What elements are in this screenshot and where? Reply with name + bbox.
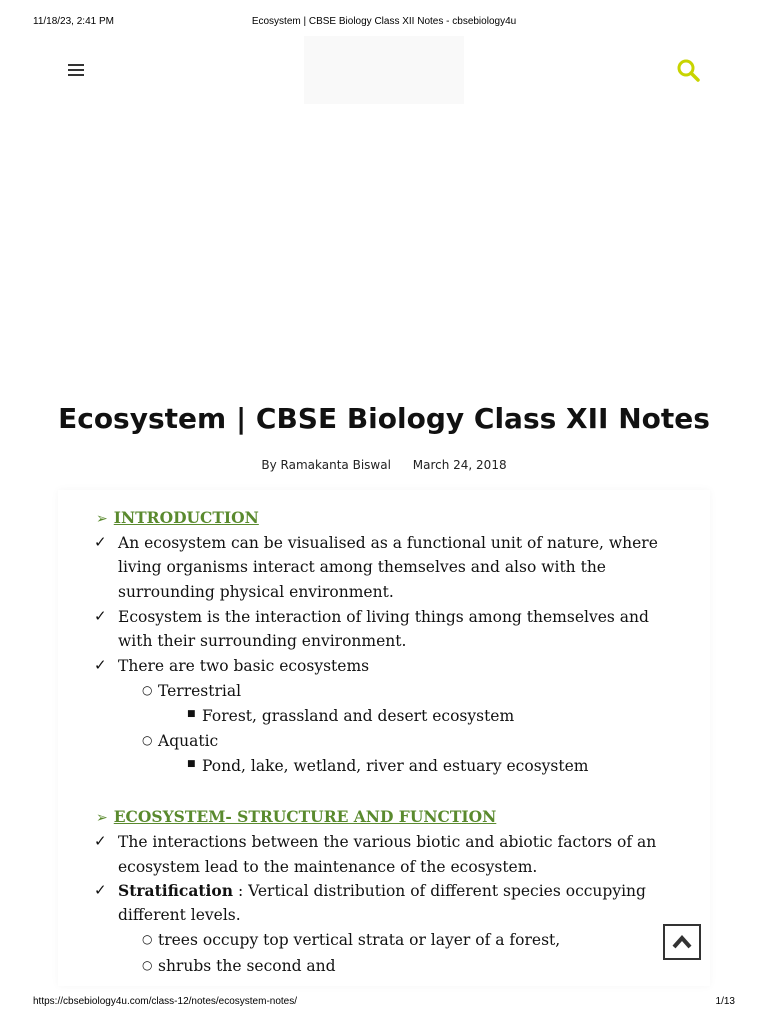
author-link[interactable]: By Ramakanta Biswal	[261, 458, 391, 472]
print-page-number: 1/13	[715, 996, 735, 1007]
section-heading-introduction: ➢ INTRODUCTION	[96, 508, 259, 527]
circle-bullet-icon: ○	[142, 683, 153, 697]
chevron-up-icon	[665, 926, 699, 958]
note-text: Forest, grassland and desert ecosystem	[202, 707, 515, 725]
note-text: with their surrounding environment.	[118, 632, 407, 650]
check-bullet-icon: ✓	[94, 656, 107, 674]
arrow-bullet-icon: ➢	[96, 511, 108, 527]
note-text: An ecosystem can be visualised as a functional unit of nature, where	[118, 534, 658, 552]
page-title: Ecosystem | CBSE Biology Class XII Notes	[58, 402, 710, 435]
note-text: ecosystem lead to the maintenance of the ecosystem.	[118, 858, 538, 876]
print-header	[0, 16, 768, 32]
circle-bullet-icon: ○	[142, 733, 153, 747]
circle-bullet-icon: ○	[142, 932, 153, 946]
note-text: The interactions between the various biotic and abiotic factors of an	[118, 833, 657, 851]
check-bullet-icon: ✓	[94, 881, 107, 899]
hamburger-icon[interactable]	[68, 64, 84, 77]
square-bullet-icon: ■	[187, 709, 196, 719]
scroll-to-top-button[interactable]	[663, 924, 701, 960]
article-byline	[0, 458, 768, 472]
square-bullet-icon: ■	[187, 759, 196, 769]
note-text: trees occupy top vertical strata or layer of a forest,	[158, 931, 561, 949]
note-text: There are two basic ecosystems	[118, 657, 370, 675]
post-date[interactable]: March 24, 2018	[412, 458, 507, 472]
check-bullet-icon: ✓	[94, 832, 107, 850]
note-text: Pond, lake, wetland, river and estuary ecosystem	[202, 757, 589, 775]
note-text: surrounding physical environment.	[118, 583, 394, 601]
note-text: different levels.	[118, 906, 241, 924]
check-bullet-icon: ✓	[94, 607, 107, 625]
search-icon[interactable]	[676, 58, 700, 82]
arrow-bullet-icon: ➢	[96, 810, 108, 826]
note-text-stratification: Stratification : Vertical distribution of different species occupying	[118, 881, 646, 900]
print-datetime: 11/18/23, 2:41 PM	[33, 16, 114, 27]
circle-bullet-icon: ○	[142, 958, 153, 972]
print-doc-title: Ecosystem | CBSE Biology Class XII Notes - cbsebiology4u	[251, 16, 517, 27]
section-heading-structure-function: ➢ ECOSYSTEM- STRUCTURE AND FUNCTION	[96, 807, 497, 826]
note-text: Ecosystem is the interaction of living things among themselves and	[118, 608, 649, 626]
print-url: https://cbsebiology4u.com/class-12/notes/ecosystem-notes/	[33, 996, 298, 1007]
note-text: Aquatic	[158, 732, 219, 750]
note-text: living organisms interact among themselves and also with the	[118, 558, 606, 576]
note-text: shrubs the second and	[158, 957, 336, 975]
site-logo[interactable]	[304, 36, 464, 104]
note-text: Terrestrial	[158, 682, 242, 700]
print-footer	[0, 996, 768, 1012]
check-bullet-icon: ✓	[94, 533, 107, 551]
